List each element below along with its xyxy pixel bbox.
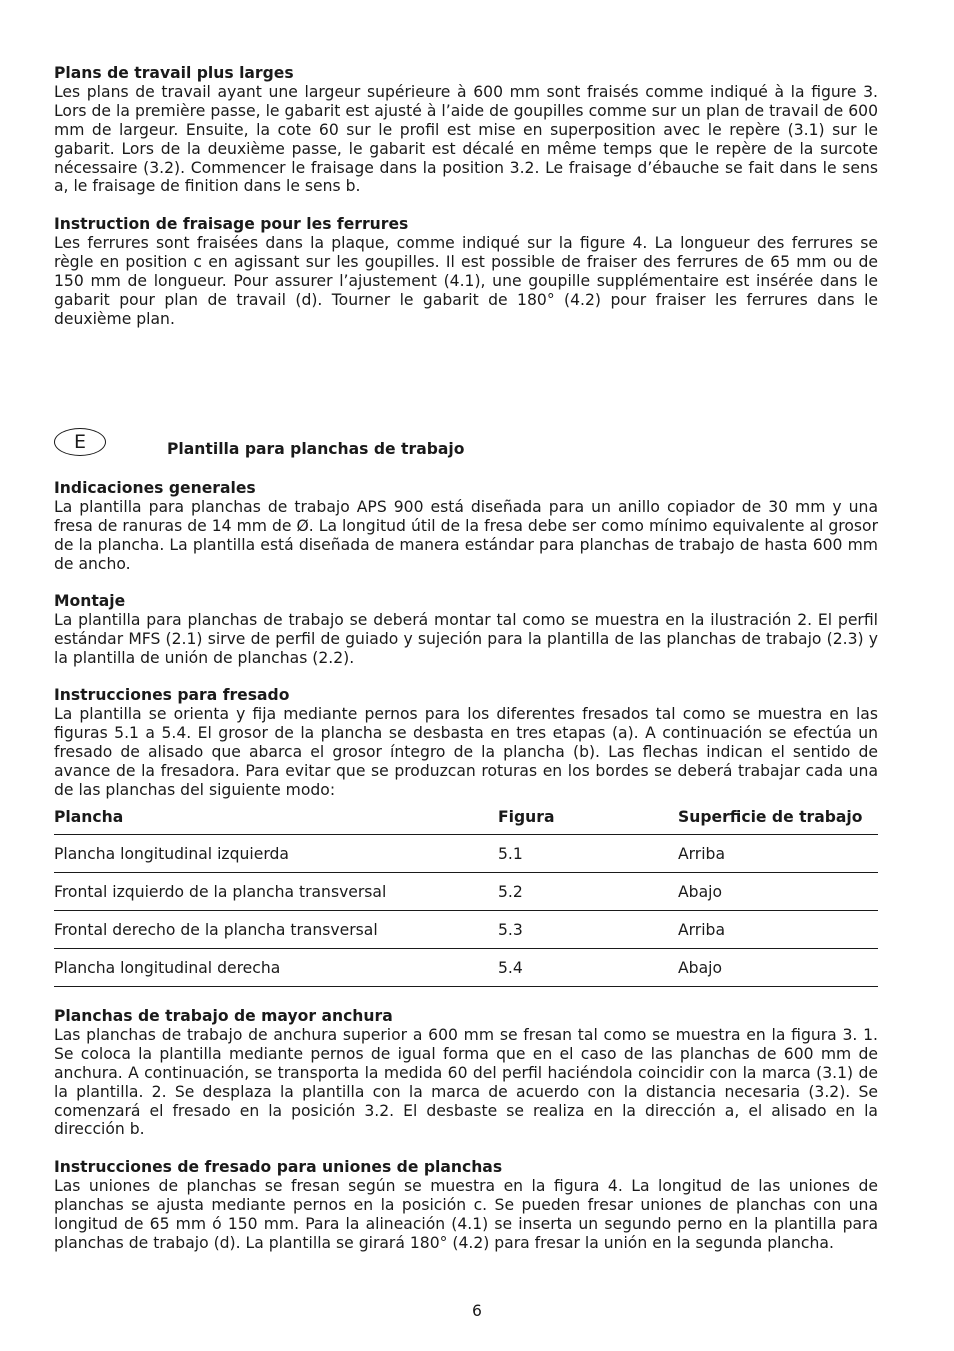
chapter-title: Plantilla para planchas de trabajo — [167, 440, 465, 458]
table-cell: Plancha longitudinal izquierda — [54, 835, 498, 873]
section-heading: Montaje — [54, 592, 126, 610]
section-joints-es — [54, 1158, 878, 1253]
section-heading: Instruction de fraisage pour les ferrures — [54, 215, 409, 233]
section-body: Les plans de travail ayant une largeur supérieure à 600 mm sont fraisés comme indiqué à la figure 3. Lors de la première passe, le gabarit est ajusté à l’aide de goupilles comme sur un plan de travail de 600 mm de largeur. Ensuite, la cote 60 sur le profil est mise en superposition avec le repère (3.1) sur le gabarit. Lors de la deuxième passe, le gabarit est décalé en même temps que le repère de la surcote nécessaire (3.2). Commencer le fraisage dans la position 3.2. Le fraisage d’ébauche se fait dans le sens a, le fraisage de finition dans le sens b. — [54, 82, 878, 196]
section-milling-es — [54, 686, 878, 799]
plates-table — [54, 800, 878, 987]
table-cell: 5.2 — [498, 873, 678, 911]
table-cell: 5.1 — [498, 835, 678, 873]
table-cell: Frontal izquierdo de la plancha transversal — [54, 873, 498, 911]
section-wider-plates-es — [54, 1007, 878, 1139]
table-cell: Arriba — [678, 911, 878, 949]
table-row — [54, 873, 878, 911]
table-header-row — [54, 800, 878, 835]
table-cell: Abajo — [678, 949, 878, 987]
section-heading: Planchas de trabajo de mayor anchura — [54, 1007, 393, 1025]
table-cell: Plancha longitudinal derecha — [54, 949, 498, 987]
language-badge: E — [54, 428, 106, 456]
section-body: La plantilla para planchas de trabajo se deberá montar tal como se muestra en la ilustración 2. El perfil estándar MFS (2.1) sirve de perfil de guiado y sujeción para la plantilla de las planchas de trabajo (2.3) y la plantilla de unión de planchas (2.2). — [54, 610, 878, 667]
section-body: Les ferrures sont fraisées dans la plaque, comme indiqué sur la figure 4. La longueur des ferrures se règle en position c en agissant sur les goupilles. Il est possible de fraiser des ferrures de 65 mm ou de 150 mm de longueur. Pour assurer l’ajustement (4.1), une goupille supplémentaire est insérée dans le gabarit pour plan de travail (d). Tourner le gabarit de 180° (4.2) pour fraiser les ferrures dans le deuxième plan. — [54, 233, 878, 328]
language-header-es — [54, 428, 878, 460]
section-heading: Instrucciones para fresado — [54, 686, 290, 704]
section-connectors-fr — [54, 215, 878, 328]
section-body: Las planchas de trabajo de anchura superior a 600 mm se fresan tal como se muestra en la figura 3. 1. Se coloca la plantilla mediante pernos de igual forma que en el caso de las planchas de 600 mm de anchura. A continuación, se transporta la medida 60 del perfil haciéndola coincidir con la marca (3.1) de la plantilla. 2. Se desplaza la plantilla con la marca de acuerdo con la distancia necesaria (3.2). Se comenzará el fresado en la posición 3.2. El desbaste se realiza en la dirección a, el alisado en la dirección b. — [54, 1025, 878, 1139]
table-row — [54, 835, 878, 873]
section-general-es — [54, 479, 878, 574]
section-body: La plantilla para planchas de trabajo APS 900 está diseñada para un anillo copiador de 30 mm y una fresa de ranuras de 14 mm de Ø. La longitud útil de la fresa debe ser como mínimo equivalente al grosor de la plancha. La plantilla está diseñada de manera estándar para planchas de trabajo de hasta 600 mm de ancho. — [54, 497, 878, 573]
section-heading: Indicaciones generales — [54, 479, 256, 497]
table-cell: Frontal derecho de la plancha transversal — [54, 911, 498, 949]
column-header: Figura — [498, 800, 678, 835]
section-heading: Instrucciones de fresado para uniones de planchas — [54, 1158, 503, 1176]
section-heading: Plans de travail plus larges — [54, 64, 294, 82]
page-number: 6 — [472, 1302, 482, 1320]
table-cell: 5.4 — [498, 949, 678, 987]
table-row — [54, 949, 878, 987]
section-body: Las uniones de planchas se fresan según se muestra en la figura 4. La longitud de las uniones de planchas se ajusta mediante pernos en la posición c. Se pueden fresar uniones de planchas con una longitud de 65 mm ó 150 mm. Para la alineación (4.1) se inserta un segundo perno en la plantilla para planchas de trabajo (d). La plantilla se girará 180° (4.2) para fresar la unión en la segunda plancha. — [54, 1176, 878, 1252]
table-cell: 5.3 — [498, 911, 678, 949]
table-cell: Abajo — [678, 873, 878, 911]
section-assembly-es — [54, 592, 878, 668]
column-header: Plancha — [54, 800, 498, 835]
table-cell: Arriba — [678, 835, 878, 873]
section-body: La plantilla se orienta y fija mediante pernos para los diferentes fresados tal como se muestra en las figuras 5.1 a 5.4. El grosor de la plancha se desbasta en tres etapas (a). A continuación se efectúa un fresado de alisado que abarca el grosor íntegro de la plancha (b). Las flechas indican el sentido de avance de la fresadora. Para evitar que se produzcan roturas en los bordes se deberá trabajar cada una de las planchas del siguiente modo: — [54, 704, 878, 799]
column-header: Superficie de trabajo — [678, 800, 878, 835]
section-wider-worktops-fr — [54, 64, 878, 196]
table-row — [54, 911, 878, 949]
